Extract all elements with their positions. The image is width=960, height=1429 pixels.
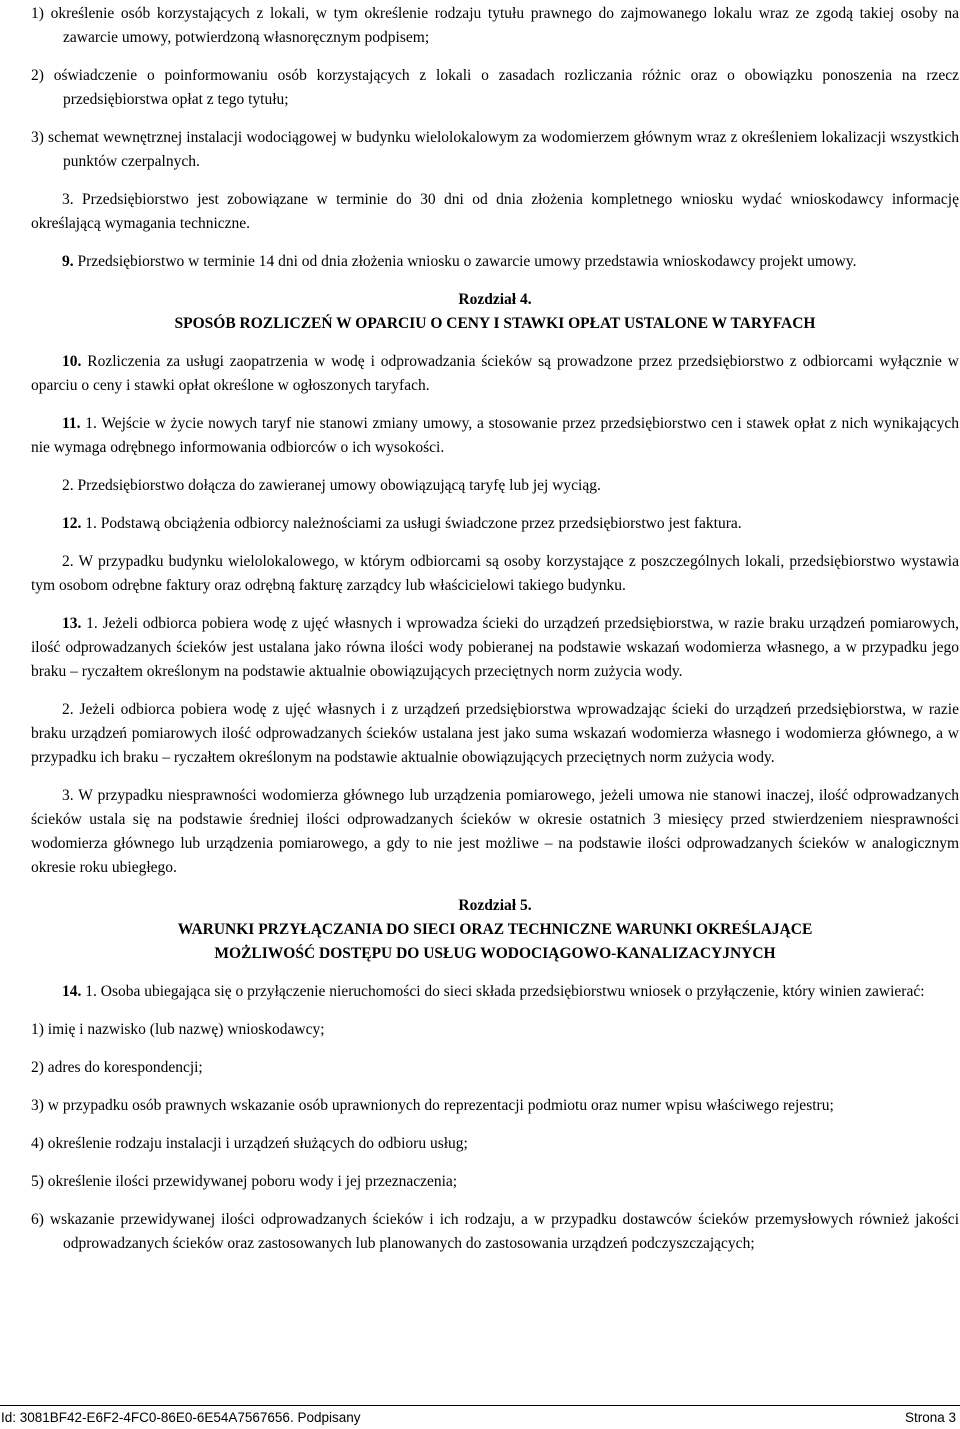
chapter-5-heading <box>31 894 959 966</box>
chapter-label: Rozdział 5. <box>458 897 532 914</box>
paragraph-11-2: 2. Przedsiębiorstwo dołącza do zawieranej umowy obowiązującą taryfę lub jej wyciąg. <box>62 477 601 494</box>
list-item: 1) imię i nazwisko (lub nazwę) wnioskodawcy; <box>31 1021 325 1038</box>
list-item: 4) określenie rodzaju instalacji i urządzeń służących do odbioru usług; <box>31 1135 468 1152</box>
paragraph-14-1: 14. 1. Osoba ubiegająca się o przyłączenie nieruchomości do sieci składa przedsiębiorstwu wniosek o przyłączenie, który winien zawierać: <box>62 983 925 1000</box>
chapter-4-heading <box>31 288 959 336</box>
paragraph-13-1: 13. 1. Jeżeli odbiorca pobiera wodę z ujęć własnych i wprowadza ścieki do urządzeń przedsiębiorstwa, w razie braku urządzeń pomiarowych, ilość odprowadzanych ścieków jest ustalana jako równa ilości wody pobieranej na podstawie wskazań wodomierza własnego, a w przypadku jego braku – ryczałtem określonym na podstawie aktualnie obowiązujących przeciętnych norm zużycia wody. <box>31 615 959 680</box>
list-item: 6) wskazanie przewidywanej ilości odprowadzanych ścieków i ich rodzaju, a w przypadku dostawców ścieków przemysłowych również jakości odprowadzanych ścieków oraz zastosowanych lub planowanych do zastosowania urządzeń podczyszczających; <box>31 1211 959 1252</box>
paragraph-13-2: 2. Jeżeli odbiorca pobiera wodę z ujęć własnych i z urządzeń przedsiębiorstwa wprowadzając ścieki do urządzeń przedsiębiorstwa, w razie braku urządzeń pomiarowych ilość odprowadzanych ścieków ustalana jest jako suma wskazań wodomierza własnego i wodomierza głównego, a w przypadku ich braku – ryczałtem określonym na podstawie aktualnie obowiązujących przeciętnych norm zużycia wody. <box>31 701 959 766</box>
paragraph-12-2: 2. W przypadku budynku wielolokalowego, w którym odbiorcami są osoby korzystające z poszczególnych lokali, przedsiębiorstwo wystawia tym osobom odrębne faktury oraz odrębną fakturę zarządcy lub właścicielowi takiego budynku. <box>31 553 959 594</box>
document-id: Id: 3081BF42-E6F2-4FC0-86E0-6E54A7567656. Podpisany <box>1 1410 361 1425</box>
chapter-title: SPOSÓB ROZLICZEŃ W OPARCIU O CENY I STAWKI OPŁAT USTALONE W TARYFACH <box>174 315 816 332</box>
list-item: 5) określenie ilości przewidywanej poboru wody i jej przeznaczenia; <box>31 1173 458 1190</box>
document-body <box>31 2 959 1270</box>
chapter-title-line-1: WARUNKI PRZYŁĄCZANIA DO SIECI ORAZ TECHNICZNE WARUNKI OKREŚLAJĄCE <box>177 921 813 938</box>
page-footer <box>0 1405 960 1429</box>
paragraph-11-1: 11. 1. Wejście w życie nowych taryf nie stanowi zmiany umowy, a stosowanie przez przedsiębiorstwo cen i stawek opłat z nich wynikających nie wymaga odrębnego informowania odbiorców o ich wysokości. <box>31 415 959 456</box>
paragraph-13-3: 3. W przypadku niesprawności wodomierza głównego lub urządzenia pomiarowego, jeżeli umowa nie stanowi inaczej, ilość odprowadzanych ścieków ustala się na podstawie średniej ilości odprowadzanych ścieków w okresie ostatnich 3 miesięcy przed stwierdzeniem niesprawności wodomierza głównego lub urządzenia pomiarowego, a gdy to nie jest możliwe – na podstawie ilości odprowadzanych ścieków w analogicznym okresie roku ubiegłego. <box>31 787 959 876</box>
paragraph-12-1: 12. 1. Podstawą obciążenia odbiorcy należnościami za usługi świadczone przez przedsiębiorstwo jest faktura. <box>62 515 742 532</box>
paragraph-9: 9. Przedsiębiorstwo w terminie 14 dni od dnia złożenia wniosku o zawarcie umowy przedstawia wnioskodawcy projekt umowy. <box>62 253 857 270</box>
paragraph-3: 3. Przedsiębiorstwo jest zobowiązane w terminie do 30 dni od dnia złożenia kompletnego wniosku wydać wnioskodawcy informację określającą wymagania techniczne. <box>31 191 959 232</box>
list-item: 3) schemat wewnętrznej instalacji wodociągowej w budynku wielolokalowym za wodomierzem głównym wraz z określeniem lokalizacji wszystkich punktów czerpalnych. <box>31 129 959 170</box>
page-number: Strona 3 <box>904 1410 956 1425</box>
paragraph-10: 10. Rozliczenia za usługi zaopatrzenia w wodę i odprowadzania ścieków są prowadzone przez przedsiębiorstwo z odbiorcami wyłącznie w oparciu o ceny i stawki opłat określone w ogłoszonych taryfach. <box>31 353 959 394</box>
list-item: 2) oświadczenie o poinformowaniu osób korzystających z lokali o zasadach rozliczania różnic oraz o obowiązku ponoszenia na rzecz przedsiębiorstwa opłat z tego tytułu; <box>31 67 959 108</box>
chapter-label: Rozdział 4. <box>458 291 532 308</box>
list-item: 3) w przypadku osób prawnych wskazanie osób uprawnionych do reprezentacji podmiotu oraz numer wpisu właściwego rejestru; <box>31 1097 834 1114</box>
chapter-title-line-2: MOŻLIWOŚĆ DOSTĘPU DO USŁUG WODOCIĄGOWO-KANALIZACYJNYCH <box>214 945 776 962</box>
list-item: 2) adres do korespondencji; <box>31 1059 203 1076</box>
list-item: 1) określenie osób korzystających z lokali, w tym określenie rodzaju tytułu prawnego do zajmowanego lokalu wraz ze zgodą takiej osoby na zawarcie umowy, potwierdzoną własnoręcznym podpisem; <box>31 5 959 46</box>
